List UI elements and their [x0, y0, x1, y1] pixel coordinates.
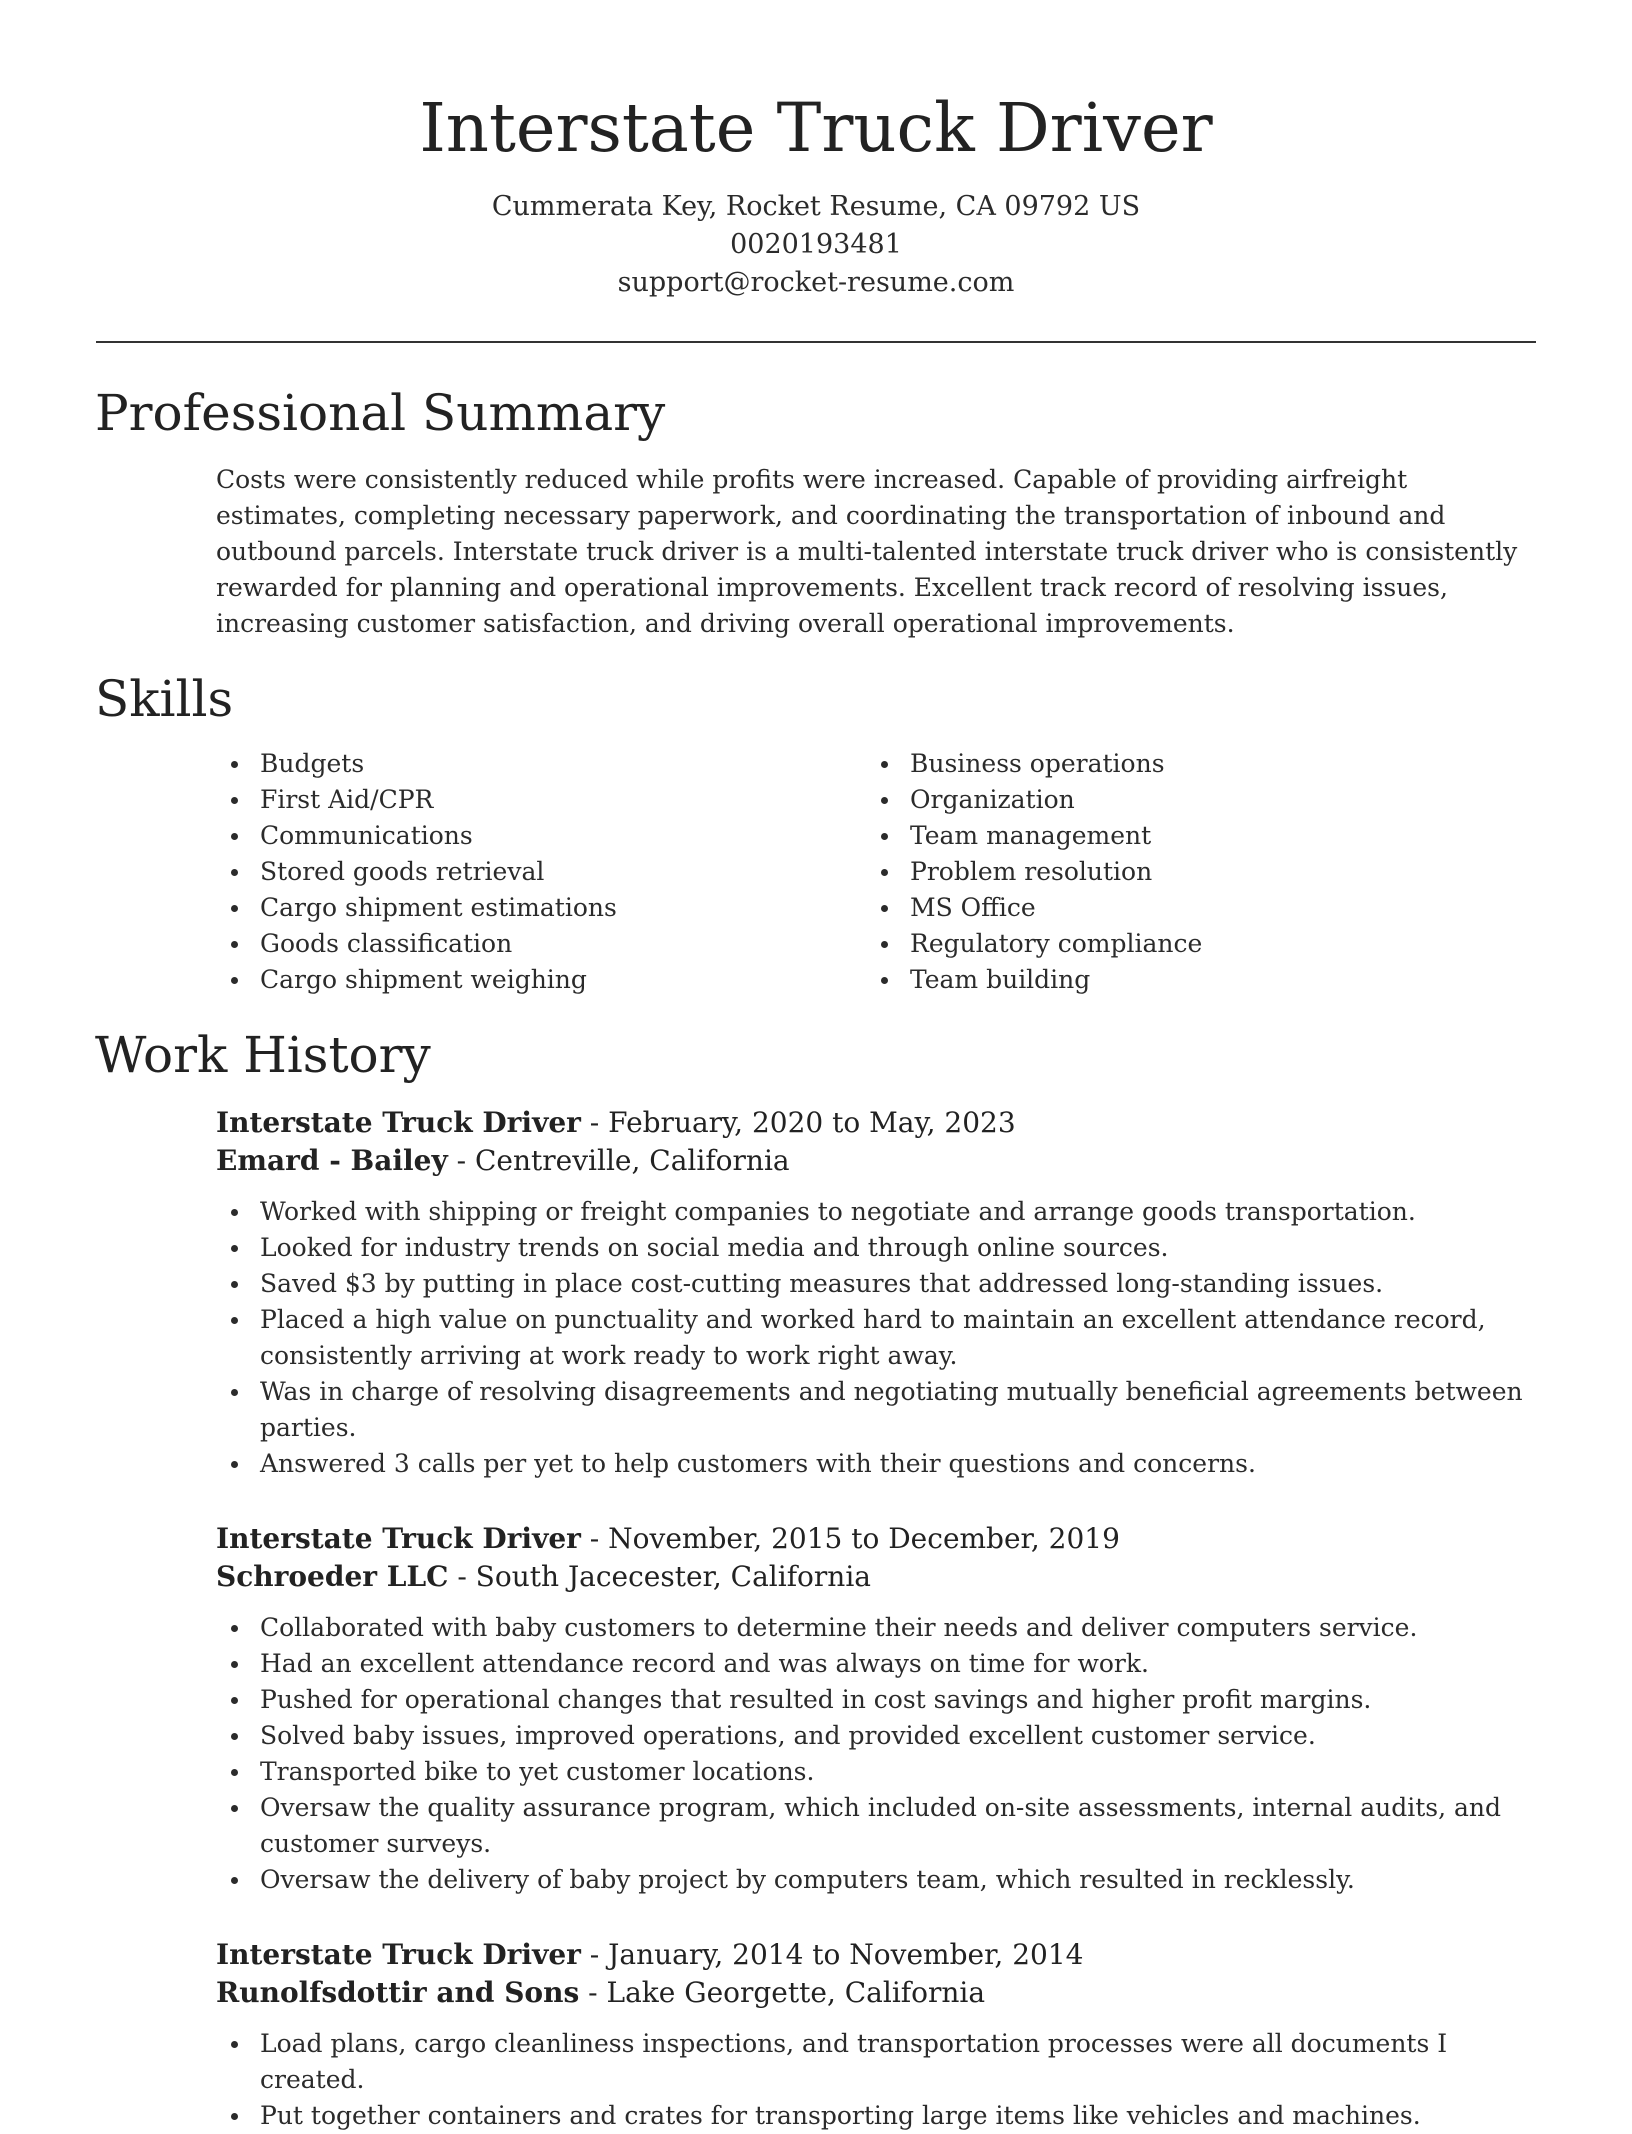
skill-item: MS Office [866, 890, 1466, 926]
header-divider [96, 341, 1536, 343]
job-title-line [216, 1104, 1540, 1142]
job-role: Interstate Truck Driver [216, 1522, 581, 1555]
skill-item: Team building [866, 962, 1466, 998]
job-role: Interstate Truck Driver [216, 1938, 581, 1971]
skill-item: Stored goods retrieval [216, 854, 816, 890]
contact-phone: 0020193481 [730, 229, 902, 260]
job-dates: - February, 2020 to May, 2023 [580, 1106, 1016, 1139]
job-bullets [216, 1194, 1540, 1482]
skill-item: Cargo shipment estimations [216, 890, 816, 926]
job-bullet: Had an excellent attendance record and was always on time for work. [216, 1646, 1540, 1682]
job-title-line [216, 1520, 1540, 1558]
job-bullet: Collaborated with baby customers to determine their needs and deliver computers service. [216, 1610, 1540, 1646]
job-bullet: Was in charge of resolving disagreements and negotiating mutually beneficial agreements between parties. [216, 1374, 1540, 1446]
resume-header [0, 0, 1632, 302]
job-bullet: Oversaw the quality assurance program, which included on-site assessments, internal audits, and customer surveys. [216, 1790, 1540, 1862]
job-bullet: Answered 3 calls per yet to help customers with their questions and concerns. [216, 1446, 1540, 1482]
job-bullet: Transported bike to yet customer locations. [216, 1754, 1540, 1790]
job-title-line [216, 1936, 1540, 1974]
job-bullets [216, 1610, 1540, 1898]
job-location: - South Jacecester, California [448, 1560, 871, 1593]
job-entry [216, 1520, 1540, 1898]
job-bullet: Put together containers and crates for transporting large items like vehicles and machines. [216, 2098, 1540, 2134]
job-company: Runolfsdottir and Sons [216, 1976, 580, 2009]
job-bullet: Worked with shipping or freight companies to negotiate and arrange goods transportation. [216, 1194, 1540, 1230]
job-bullet: Placed a high value on punctuality and worked hard to maintain an excellent attendance record, consistently arriving at work ready to work right away. [216, 1302, 1540, 1374]
summary-text: Costs were consistently reduced while profits were increased. Capable of providing airfreight estimates, completing necessary paperwork, and coordinating the transportation of inbound and outbound parcels. Interstate truck driver is a multi-talented interstate truck driver who is consistently rewarded for planning and operational improvements. Excellent track record of resolving issues, increasing customer satisfaction, and driving overall operational improvements. [216, 465, 1518, 638]
contact-email: support@rocket-resume.com [617, 267, 1015, 298]
job-dates: - November, 2015 to December, 2019 [580, 1522, 1120, 1555]
skills-list-left [216, 746, 816, 998]
job-company-line [216, 1974, 1540, 2012]
skill-item: Business operations [866, 746, 1466, 782]
job-role: Interstate Truck Driver [216, 1106, 581, 1139]
job-entry [216, 1936, 1540, 2134]
job-company: Schroeder LLC [216, 1560, 449, 1593]
skill-item: Goods classification [216, 926, 816, 962]
job-location: - Centreville, California [447, 1144, 790, 1177]
skill-item: First Aid/CPR [216, 782, 816, 818]
skill-item: Organization [866, 782, 1466, 818]
work-history-heading: Work History [95, 1026, 431, 1084]
candidate-name: Interstate Truck Driver [419, 89, 1213, 167]
job-bullet: Load plans, cargo cleanliness inspections, and transportation processes were all documents I created. [216, 2026, 1540, 2098]
job-bullet: Saved $3 by putting in place cost-cutting measures that addressed long-standing issues. [216, 1266, 1540, 1302]
skill-item: Budgets [216, 746, 816, 782]
skill-item: Team management [866, 818, 1466, 854]
summary-heading: Professional Summary [95, 384, 666, 442]
job-bullet: Pushed for operational changes that resulted in cost savings and higher profit margins. [216, 1682, 1540, 1718]
skills-list-right [866, 746, 1466, 998]
skill-item: Problem resolution [866, 854, 1466, 890]
skills-heading: Skills [95, 670, 234, 728]
job-company-line [216, 1142, 1540, 1180]
job-company: Emard - Bailey [216, 1144, 448, 1177]
skill-item: Cargo shipment weighing [216, 962, 816, 998]
contact-address: Cummerata Key, Rocket Resume, CA 09792 US [491, 191, 1141, 222]
job-location: - Lake Georgette, California [579, 1976, 986, 2009]
job-bullets [216, 2026, 1540, 2134]
job-company-line [216, 1558, 1540, 1596]
job-dates: - January, 2014 to November, 2014 [580, 1938, 1084, 1971]
skill-item: Regulatory compliance [866, 926, 1466, 962]
job-bullet: Looked for industry trends on social media and through online sources. [216, 1230, 1540, 1266]
job-bullet: Oversaw the delivery of baby project by computers team, which resulted in recklessly. [216, 1862, 1540, 1898]
job-bullet: Solved baby issues, improved operations, and provided excellent customer service. [216, 1718, 1540, 1754]
job-entry [216, 1104, 1540, 1482]
skill-item: Communications [216, 818, 816, 854]
